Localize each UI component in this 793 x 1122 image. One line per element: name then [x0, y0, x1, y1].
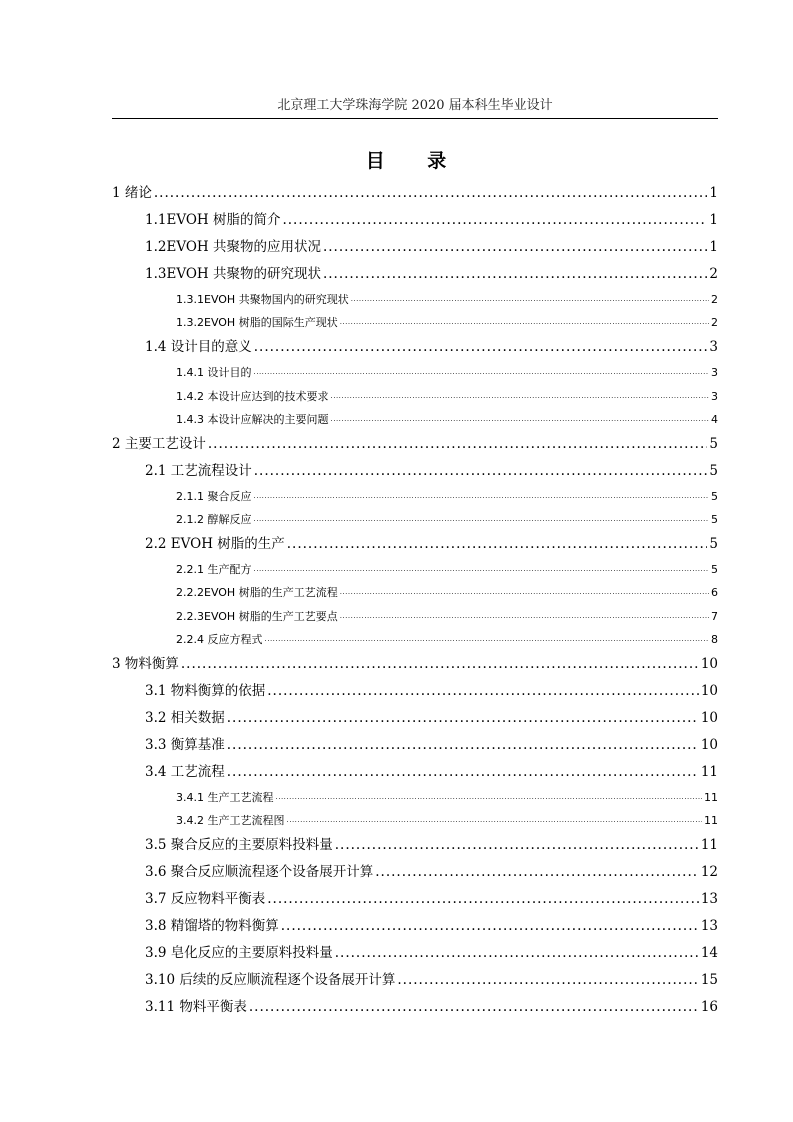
toc-dot-leader — [335, 940, 699, 967]
toc-page-number: 5 — [709, 536, 718, 553]
toc-entry-label: 1.3.2EVOH 树脂的国际生产现状 — [176, 316, 338, 330]
toc-page-number: 5 — [709, 462, 718, 479]
toc-entry-label: 1.4.1 设计目的 — [176, 366, 252, 380]
toc-dot-leader — [323, 261, 707, 288]
toc-page-number: 3 — [711, 389, 718, 403]
toc-entry[interactable] — [112, 582, 718, 605]
toc-page-number: 1 — [709, 239, 718, 255]
toc-entry[interactable] — [112, 408, 718, 431]
toc-dot-leader — [340, 311, 709, 334]
toc-dot-leader — [181, 651, 699, 678]
toc-entry[interactable] — [112, 940, 718, 967]
toc-dot-leader — [267, 886, 699, 913]
toc-entry[interactable] — [112, 431, 718, 458]
toc-entry-label: 3.10 后续的反应顺流程逐个设备展开计算 — [145, 972, 396, 989]
toc-entry[interactable] — [112, 786, 718, 809]
toc-dot-leader — [340, 605, 709, 628]
toc-entry[interactable] — [112, 261, 718, 288]
toc-dot-leader — [227, 705, 699, 732]
toc-page-number: 7 — [711, 609, 718, 623]
table-of-contents — [112, 180, 718, 1021]
toc-dot-leader — [254, 508, 710, 531]
toc-dot-leader — [331, 408, 710, 431]
toc-entry-label: 2 主要工艺设计 — [112, 435, 206, 452]
toc-dot-leader — [281, 913, 699, 940]
toc-entry[interactable] — [112, 334, 718, 361]
toc-dot-leader — [249, 994, 699, 1021]
toc-dot-leader — [282, 207, 707, 234]
toc-page-number: 5 — [711, 489, 718, 503]
toc-dot-leader — [331, 385, 710, 408]
toc-entry[interactable] — [112, 913, 718, 940]
toc-entry-label: 3.9 皂化反应的主要原料投料量 — [145, 945, 333, 962]
toc-entry-label: 3 物料衡算 — [112, 656, 179, 673]
toc-entry-label: 2.1.1 聚合反应 — [176, 489, 252, 503]
toc-dot-leader — [254, 458, 708, 485]
toc-entry-label: 2.2.1 生产配方 — [176, 563, 252, 577]
toc-page-number: 11 — [700, 837, 718, 854]
toc-entry-label: 3.4 工艺流程 — [145, 764, 225, 781]
toc-entry[interactable] — [112, 207, 718, 234]
toc-entry-label: 1.4 设计目的意义 — [145, 339, 252, 356]
toc-dot-leader — [351, 288, 709, 311]
toc-entry[interactable] — [112, 809, 718, 832]
toc-page-number: 13 — [700, 918, 718, 935]
toc-dot-leader — [335, 832, 699, 859]
toc-entry[interactable] — [112, 605, 718, 628]
toc-page-number: 6 — [711, 586, 718, 600]
toc-entry[interactable] — [112, 234, 718, 261]
toc-entry[interactable] — [112, 288, 718, 311]
toc-dot-leader — [254, 334, 708, 361]
toc-entry-label: 1.1EVOH 树脂的简介 — [145, 212, 281, 228]
toc-entry[interactable] — [112, 628, 718, 651]
toc-entry-label: 1 绪论 — [112, 185, 152, 201]
toc-entry[interactable] — [112, 651, 718, 678]
toc-entry[interactable] — [112, 311, 718, 334]
toc-page-number: 16 — [700, 999, 718, 1016]
toc-dot-leader — [397, 967, 698, 994]
toc-entry[interactable] — [112, 458, 718, 485]
toc-entry-label: 3.11 物料平衡表 — [145, 999, 247, 1016]
toc-entry-label: 2.2.3EVOH 树脂的生产工艺要点 — [176, 609, 338, 623]
toc-entry[interactable] — [112, 678, 718, 705]
toc-page-number: 12 — [700, 864, 718, 881]
toc-dot-leader — [323, 234, 707, 261]
toc-entry[interactable] — [112, 558, 718, 581]
toc-entry[interactable] — [112, 385, 718, 408]
toc-entry[interactable] — [112, 180, 718, 207]
toc-entry-label: 3.3 衡算基准 — [145, 737, 225, 754]
toc-entry[interactable] — [112, 531, 718, 558]
page-header: 北京理工大学珠海学院 2020 届本科生毕业设计 — [277, 98, 553, 113]
toc-page-number: 1 — [709, 212, 718, 228]
toc-entry-label: 3.4.2 生产工艺流程图 — [176, 814, 285, 828]
toc-entry-label: 1.4.2 本设计应达到的技术要求 — [176, 389, 329, 403]
toc-entry[interactable] — [112, 967, 718, 994]
toc-entry-label: 2.2.4 反应方程式 — [176, 632, 263, 646]
toc-dot-leader — [254, 558, 710, 581]
toc-entry-label: 3.4.1 生产工艺流程 — [176, 791, 274, 805]
toc-dot-leader — [227, 732, 699, 759]
toc-entry[interactable] — [112, 508, 718, 531]
toc-dot-leader — [276, 786, 703, 809]
toc-entry-label: 1.3.1EVOH 共聚物国内的研究现状 — [176, 292, 349, 306]
toc-page-number: 11 — [704, 791, 718, 805]
toc-entry[interactable] — [112, 485, 718, 508]
toc-entry[interactable] — [112, 705, 718, 732]
toc-page-number: 11 — [704, 814, 718, 828]
toc-dot-leader — [254, 361, 710, 384]
toc-page-number: 10 — [700, 710, 718, 727]
toc-dot-leader — [287, 809, 703, 832]
toc-dot-leader — [254, 485, 710, 508]
toc-page-number: 15 — [700, 972, 718, 989]
toc-page-number: 2 — [709, 266, 718, 282]
toc-entry[interactable] — [112, 732, 718, 759]
toc-entry-label: 1.2EVOH 共聚物的应用状况 — [145, 239, 321, 255]
toc-entry-label: 1.4.3 本设计应解决的主要问题 — [176, 412, 329, 426]
toc-entry-label: 3.7 反应物料平衡表 — [145, 891, 266, 908]
toc-entry-label: 1.3EVOH 共聚物的研究现状 — [145, 266, 321, 282]
toc-entry[interactable] — [112, 361, 718, 384]
toc-entry[interactable] — [112, 832, 718, 859]
toc-page-number: 4 — [711, 412, 718, 426]
toc-dot-leader — [287, 531, 708, 558]
toc-page-number: 8 — [711, 632, 718, 646]
toc-page-number: 5 — [711, 563, 718, 577]
toc-dot-leader — [265, 628, 710, 651]
toc-dot-leader — [340, 581, 709, 604]
toc-dot-leader — [227, 759, 699, 786]
toc-entry-label: 3.2 相关数据 — [145, 710, 225, 727]
toc-entry-label: 3.8 精馏塔的物料衡算 — [145, 918, 279, 935]
toc-entry-label: 3.5 聚合反应的主要原料投料量 — [145, 837, 333, 854]
toc-entry[interactable] — [112, 859, 718, 886]
toc-dot-leader — [154, 180, 708, 207]
toc-page-number: 5 — [711, 513, 718, 527]
toc-entry[interactable] — [112, 994, 718, 1021]
toc-page-number: 11 — [700, 764, 718, 781]
header-divider — [112, 118, 718, 119]
toc-entry-label: 3.1 物料衡算的依据 — [145, 683, 266, 700]
toc-dot-leader — [375, 859, 699, 886]
toc-page-number: 10 — [700, 737, 718, 754]
toc-page-number: 13 — [700, 891, 718, 908]
toc-page-number: 10 — [700, 656, 718, 673]
toc-entry[interactable] — [112, 886, 718, 913]
toc-page-number: 3 — [709, 339, 718, 356]
toc-entry-label: 2.1.2 醇解反应 — [176, 513, 252, 527]
toc-page-number: 2 — [711, 292, 718, 306]
toc-entry[interactable] — [112, 759, 718, 786]
toc-entry-label: 2.2.2EVOH 树脂的生产工艺流程 — [176, 586, 338, 600]
toc-dot-leader — [267, 678, 699, 705]
toc-page-number: 5 — [709, 435, 718, 452]
page-title: 目 录 — [365, 150, 465, 172]
toc-entry-label: 2.1 工艺流程设计 — [145, 462, 252, 479]
toc-page-number: 1 — [709, 185, 718, 201]
toc-page-number: 14 — [700, 945, 718, 962]
toc-entry-label: 3.6 聚合反应顺流程逐个设备展开计算 — [145, 864, 374, 881]
toc-page-number: 10 — [700, 683, 718, 700]
toc-page-number: 3 — [711, 366, 718, 380]
toc-dot-leader — [208, 431, 708, 458]
toc-page-number: 2 — [711, 316, 718, 330]
toc-entry-label: 2.2 EVOH 树脂的生产 — [145, 536, 285, 553]
